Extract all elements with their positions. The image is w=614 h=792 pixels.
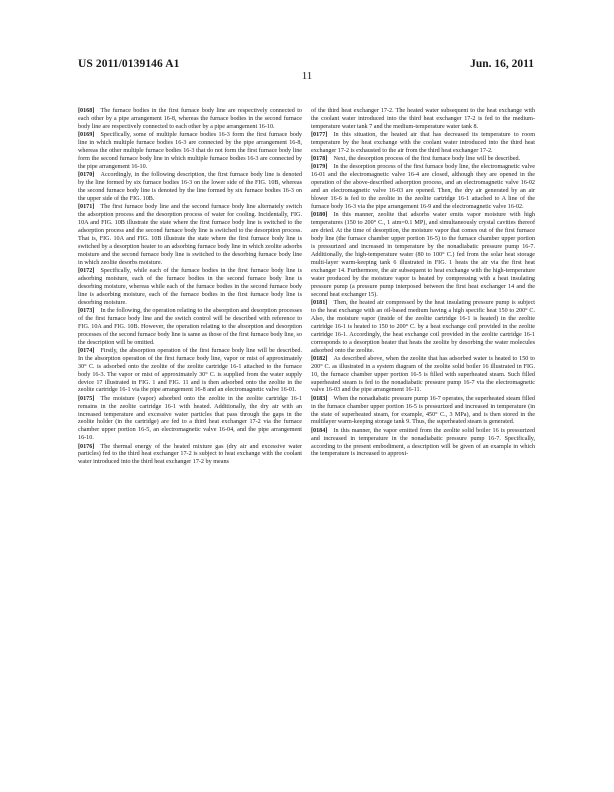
paragraph bbox=[78, 268, 302, 308]
paragraph bbox=[311, 356, 535, 396]
paragraph-text: When the nonadiabatic pressure pump 16-7 operates, the superheated steam filled in the furnace chamber upper portion 16-5 is pressurized and increased in temperature (in the state of superheated steam, for example, 450° C., 3 MPa), and is then stored in the multilayer warm-keeping storage tank 9. Thus, the superheated steam is generated. bbox=[311, 395, 535, 426]
paragraph-number: [0170] bbox=[78, 172, 95, 178]
paragraph bbox=[78, 172, 302, 204]
paragraph-text: Accordingly, in the following description, the first furnace body line is denoted by the line formed by six furnace bodies 16-3 on the lower side of the FIG. 10B, whereas the second furnace body line is denoted by the line formed by six furnace bodies 16-3 on the upper side of the FIG. 10B. bbox=[78, 172, 302, 202]
paragraph bbox=[78, 348, 302, 396]
paragraph-text: Firstly, the absorption operation of the first furnace body line will be described. In the absorption operation of the first furnace body line, vapor or mist of approximately 30° C. is adsorbed onto the zeolite of the zeolite cartridge 16-1 attached to the furnace body 16-3. The vapor or mist of approximately 30° C. is supplied from the water supply device 17 illustrated in FIG. 1 and FIG. 11 and is then adsorbed onto the zeolite in the zeolite cartridge 16-1 via the pipe arrangement 16-8 and an electromagnetic valve 16-01. bbox=[78, 347, 302, 394]
paragraph-number: [0177] bbox=[311, 132, 328, 139]
paragraph-number: [0184] bbox=[311, 427, 328, 434]
paragraph bbox=[78, 308, 302, 348]
paragraph-text: The first furnace body line and the second furnace body line alternately switch the adsorption process and the desorption process of water for cooling. Incidentally, FIG. 10A and FIG. 10B illustrate the state where the first furnace body line is switched to the adsorption process and the second furnace body line is switched to the desorption process. That is, FIG. 10A and FIG. 10B illustrate the state where the first furnace body line is switched by a desorption heater to an adsorbing furnace body line in which zeolite adsorbs moisture and the second furnace body line is switched to the desorbing furnace body line in which zeolite desorbs moisture. bbox=[78, 204, 302, 266]
publication-number: US 2011/0139146 A1 bbox=[78, 58, 180, 70]
paragraph-text: of the third heat exchanger 17-2. The heated water subsequent to the heat exchange with the coolant water introduced into the third heat exchanger 17-2 is fed to the medium-temperature water tank 7 and the medium-temperature water tank 8. bbox=[311, 108, 535, 130]
paragraph bbox=[311, 428, 535, 460]
paragraph-text: The furnace bodies in the first furnace body line are respectively connected to each other by a pipe arrangement 16-8, whereas the furnace bodies in the second furnace body line are respectively connected to each other by a pipe arrangement 16-10. bbox=[78, 108, 302, 130]
paragraph-text: The thermal energy of the heated mixture gas (dry air and excessive water particles) fed to the third heat exchanger 17-2 is subject to heat exchange with the coolant water introduced into the third heat exchanger 17-2 by means bbox=[78, 443, 302, 466]
paragraph-number: [0179] bbox=[311, 164, 328, 171]
paragraph-number: [0182] bbox=[311, 355, 328, 362]
paragraph-number: [0168] bbox=[78, 108, 95, 114]
paragraph bbox=[311, 300, 535, 356]
paragraph-text: Next, the desorption process of the first furnace body line will be described. bbox=[333, 156, 521, 163]
paragraph-text: In the following, the operation relating to the absorption and desorption processes of the first furnace body line and the switch control will be described with reference to FIG. 10A and FIG. 10B. However, the operation relating to the absorption and desorption processes of the second furnace body line is same as those of the first furnace body line, so the description will be omitted. bbox=[78, 307, 302, 346]
left-column bbox=[78, 108, 302, 468]
publication-date: Jun. 16, 2011 bbox=[470, 58, 534, 70]
paragraph-number: [0174] bbox=[78, 347, 95, 354]
paragraph-text: Specifically, some of multiple furnace bodies 16-3 form the first furnace body line in which multiple furnace bodies 16-3 are connected by the pipe arrangement 16-8, whereas the other multiple furnace bodies 16-3 that do not form the first furnace body line form the second furnace body line in which multiple furnace bodies 16-3 are connected by the pipe arrangement 16-10. bbox=[78, 132, 302, 170]
paragraph bbox=[311, 212, 535, 299]
right-column bbox=[311, 108, 535, 460]
page-number: 11 bbox=[301, 70, 313, 82]
paragraph bbox=[311, 164, 535, 212]
paragraph-number: [0183] bbox=[311, 395, 328, 402]
paragraph bbox=[311, 108, 535, 132]
paragraph bbox=[78, 444, 302, 468]
paragraph-number: [0173] bbox=[78, 307, 95, 314]
paragraph-text: Then, the heated air compressed by the heat insulating pressure pump is subject to the heat exchange with an oil-based medium having a high specific heat 150 to 200° C. Also, the moisture vapor (inside of the zeolite cartridge 16-1 is heated) in the zeolite cartridge 16-1 is heated to 150 to 200° C. by a heat exchange coil provided in the zeolite cartridge 16-1. Accordingly, the heat exchange coil provided in the zeolite cartridge 16-1 corresponds to a desorption heater that heats the zeolite by desorbing the water molecules adsorbed onto the zeolite. bbox=[311, 299, 535, 354]
paragraph-text: As described above, when the zeolite that has adsorbed water is heated to 150 to 200° C. as illustrated in a system diagram of the zeolite solid boiler 16 illustrated in FIG. 10, the furnace chamber upper portion 16-5 is filled with superheated steam. Such filled superheated steam is fed to the nonadiabatic pressure pump 16-7 via the electromagnetic valve 16-03 and the pipe arrangement 16-11. bbox=[311, 355, 535, 394]
paragraph-number: [0171] bbox=[78, 204, 95, 210]
paragraph bbox=[311, 396, 535, 428]
paragraph-number: [0172] bbox=[78, 267, 95, 274]
paragraph-number: [0175] bbox=[78, 395, 95, 402]
paragraph-number: [0181] bbox=[311, 299, 328, 306]
paragraph-text: In this manner, the vapor emitted from the zeolite solid boiler 16 is pressurized and increased in temperature in the nonadiabatic pressure pump 16-7. Specifically, according to the present embodiment, a description will be given of an example in which the temperature is increased to approxi- bbox=[311, 427, 535, 458]
paragraph-text: In this situation, the heated air that has decreased its temperature to room temperature by the heat exchange with the coolant water introduced into the third heat exchanger 17-2 is exhausted to the air from the third heat exchanger 17-2. bbox=[311, 132, 535, 154]
paragraph bbox=[78, 132, 302, 172]
paragraph bbox=[78, 204, 302, 268]
paragraph-text: The moisture (vapor) adsorbed onto the zeolite in the zeolite cartridge 16-1 remains in the zeolite cartridge 16-1 with heated. Additionally, the dry air with an increased temperature and excessive water particles that pass through the gaps in the zeolite holder (in the cartridge) are fed to a third heat exchanger 17-2 via the furnace chamber upper portion 16-5, an electromagnetic valve 16-04, and the pipe arrangement 16-10. bbox=[78, 395, 302, 442]
paragraph bbox=[311, 156, 535, 164]
paragraph bbox=[311, 132, 535, 156]
paragraph-number: [0178] bbox=[311, 156, 328, 163]
paragraph-text: In this manner, zeolite that adsorbs water emits vapor moisture with high temperatures (150 to 200° C., 1 atm=0.1 MP), and simultaneously crystal cavities thereof are dried. At the time of desorption, the moisture vapor that comes out of the first furnace body line (the furnace chamber upper portion 16-5) to the furnace chamber upper portion is pressurized and increased in temperature by the nonadiabatic pressure pump 16-7. Additionally, the high-temperature water (80 to 100° C.) fed from the solar heat storage multi-layer warm-keeping tank 6 illustrated in FIG. 1 heats the air via the first heat exchanger 14. Furthermore, the air subsequent to heat exchange with the high-temperature water produced by the moisture vapor is heated by compressing with a heat insulating pressure pump (a pressure pump interposed between the first heat exchanger 14 and the second heat exchanger 15). bbox=[311, 212, 535, 298]
paragraph-number: [0176] bbox=[78, 443, 95, 450]
paragraph-text: In the desorption process of the first furnace body line, the electromagnetic valve 16-01 and the electromagnetic valve 16-4 are closed, although they are opened in the operation of the above-described adsorption process, and an electromagnetic valve 16-02 and an electromagnetic valve 16-03 are opened. Then, the dry air generated by an air blower 16-6 is fed to the zeolite in the zeolite cartridge 16-1 attached to A line of the furnace body 16-3 via the pipe arrangement 16-9 and the electromagnetic valve 16-02. bbox=[311, 164, 535, 210]
paragraph bbox=[78, 396, 302, 444]
paragraph-text: Specifically, while each of the furnace bodies in the first furnace body line is adsorbing moisture, each of the furnace bodies in the second furnace body line is desorbing moisture, whereas while each of the furnace bodies in the second furnace body line is adsorbing moisture, each of the furnace bodies in the first furnace body line is desorbing moisture. bbox=[78, 267, 302, 306]
paragraph-number: [0169] bbox=[78, 132, 95, 139]
paragraph bbox=[78, 108, 302, 132]
paragraph-number: [0180] bbox=[311, 212, 328, 219]
